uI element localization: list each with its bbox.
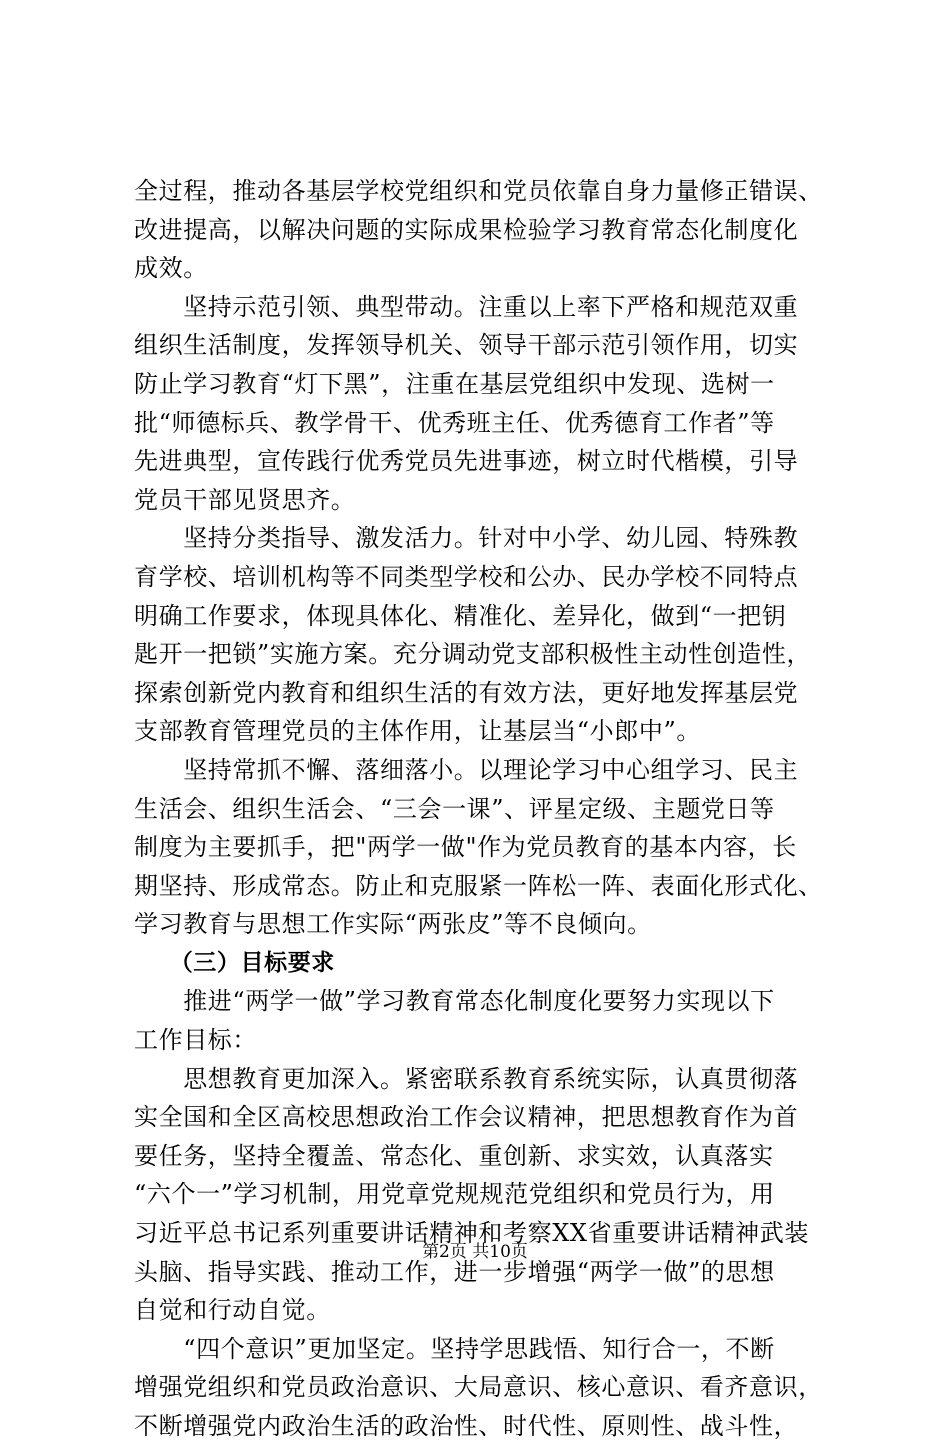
text-line: 坚持示范引领、典型带动。注重以上率下严格和规范双重	[134, 292, 799, 321]
text-line: 不断增强党内政治生活的政治性、时代性、原则性、战斗性，	[134, 1412, 799, 1440]
text-line: 明确工作要求，体现具体化、精准化、差异化，做到“一把钥	[134, 601, 787, 630]
text-line: 推进“两学一做”学习教育常态化制度化要努力实现以下	[134, 987, 775, 1016]
text-line: 自觉和行动自觉。	[134, 1296, 331, 1325]
text-line: “六个一”学习机制，用党章党规规范党组织和党员行为，用	[134, 1180, 775, 1209]
text-line: 习近平总书记系列重要讲话精神和考察XX省重要讲话精神武装	[134, 1219, 809, 1248]
text-line: 组织生活制度，发挥领导机关、领导干部示范引领作用，切实	[134, 331, 799, 360]
text-line: 育学校、培训机构等不同类型学校和公办、民办学校不同特点	[134, 562, 799, 591]
text-line: 先进典型，宣传践行优秀党员先进事迹，树立时代楷模，引导	[134, 447, 799, 476]
text-line: 防止学习教育“灯下黑”，注重在基层党组织中发现、选树一	[134, 369, 775, 398]
text-line: 学习教育与思想工作实际“两张皮”等不良倾向。	[134, 910, 652, 939]
page-number-label: 第2页 共10页	[422, 1242, 528, 1262]
text-line: 增强党组织和党员政治意识、大局意识、核心意识、看齐意识，	[134, 1373, 823, 1402]
text-line: 工作目标：	[134, 1026, 257, 1055]
text-line: 期坚持、形成常态。防止和克服紧一阵松一阵、表面化形式化、	[134, 871, 823, 900]
page-footer	[0, 1240, 950, 1264]
text-line: 探索创新党内教育和组织生活的有效方法，更好地发挥基层党	[134, 678, 799, 707]
text-line: 支部教育管理党员的主体作用，让基层当“小郎中”。	[134, 717, 701, 746]
text-line: 改进提高，以解决问题的实际成果检验学习教育常态化制度化	[134, 215, 799, 244]
text-line: 要任务，坚持全覆盖、常态化、重创新、求实效，认真落实	[134, 1141, 774, 1170]
text-line: 成效。	[134, 254, 208, 283]
text-line: 头脑、指导实践、推动工作，进一步增强“两学一做”的思想	[134, 1257, 775, 1286]
text-line: 思想教育更加深入。紧密联系教育系统实际，认真贯彻落	[134, 1064, 799, 1093]
section-heading: （三）目标要求	[134, 949, 335, 976]
text-line: 匙开一把锁”实施方案。充分调动党支部积极性主动性创造性，	[134, 640, 812, 669]
text-line: 生活会、组织生活会、“三会一课”、评星定级、主题党日等	[134, 794, 775, 823]
text-line: 实全国和全区高校思想政治工作会议精神，把思想教育作为首	[134, 1103, 799, 1132]
text-line: 坚持分类指导、激发活力。针对中小学、幼儿园、特殊教	[134, 524, 799, 553]
text-line: 批“师德标兵、教学骨干、优秀班主任、优秀德育工作者”等	[134, 408, 775, 437]
text-line: 坚持常抓不懈、落细落小。以理论学习中心组学习、民主	[134, 755, 799, 784]
text-line: 全过程，推动各基层学校党组织和党员依靠自身力量修正错误、	[134, 177, 823, 205]
text-line: 党员干部见贤思齐。	[134, 485, 356, 514]
text-line: 制度为主要抓手，把"两学一做"作为党员教育的基本内容，长	[134, 833, 797, 862]
text-line: “四个意识”更加坚定。坚持学思践悟、知行合一，不断	[134, 1334, 775, 1363]
